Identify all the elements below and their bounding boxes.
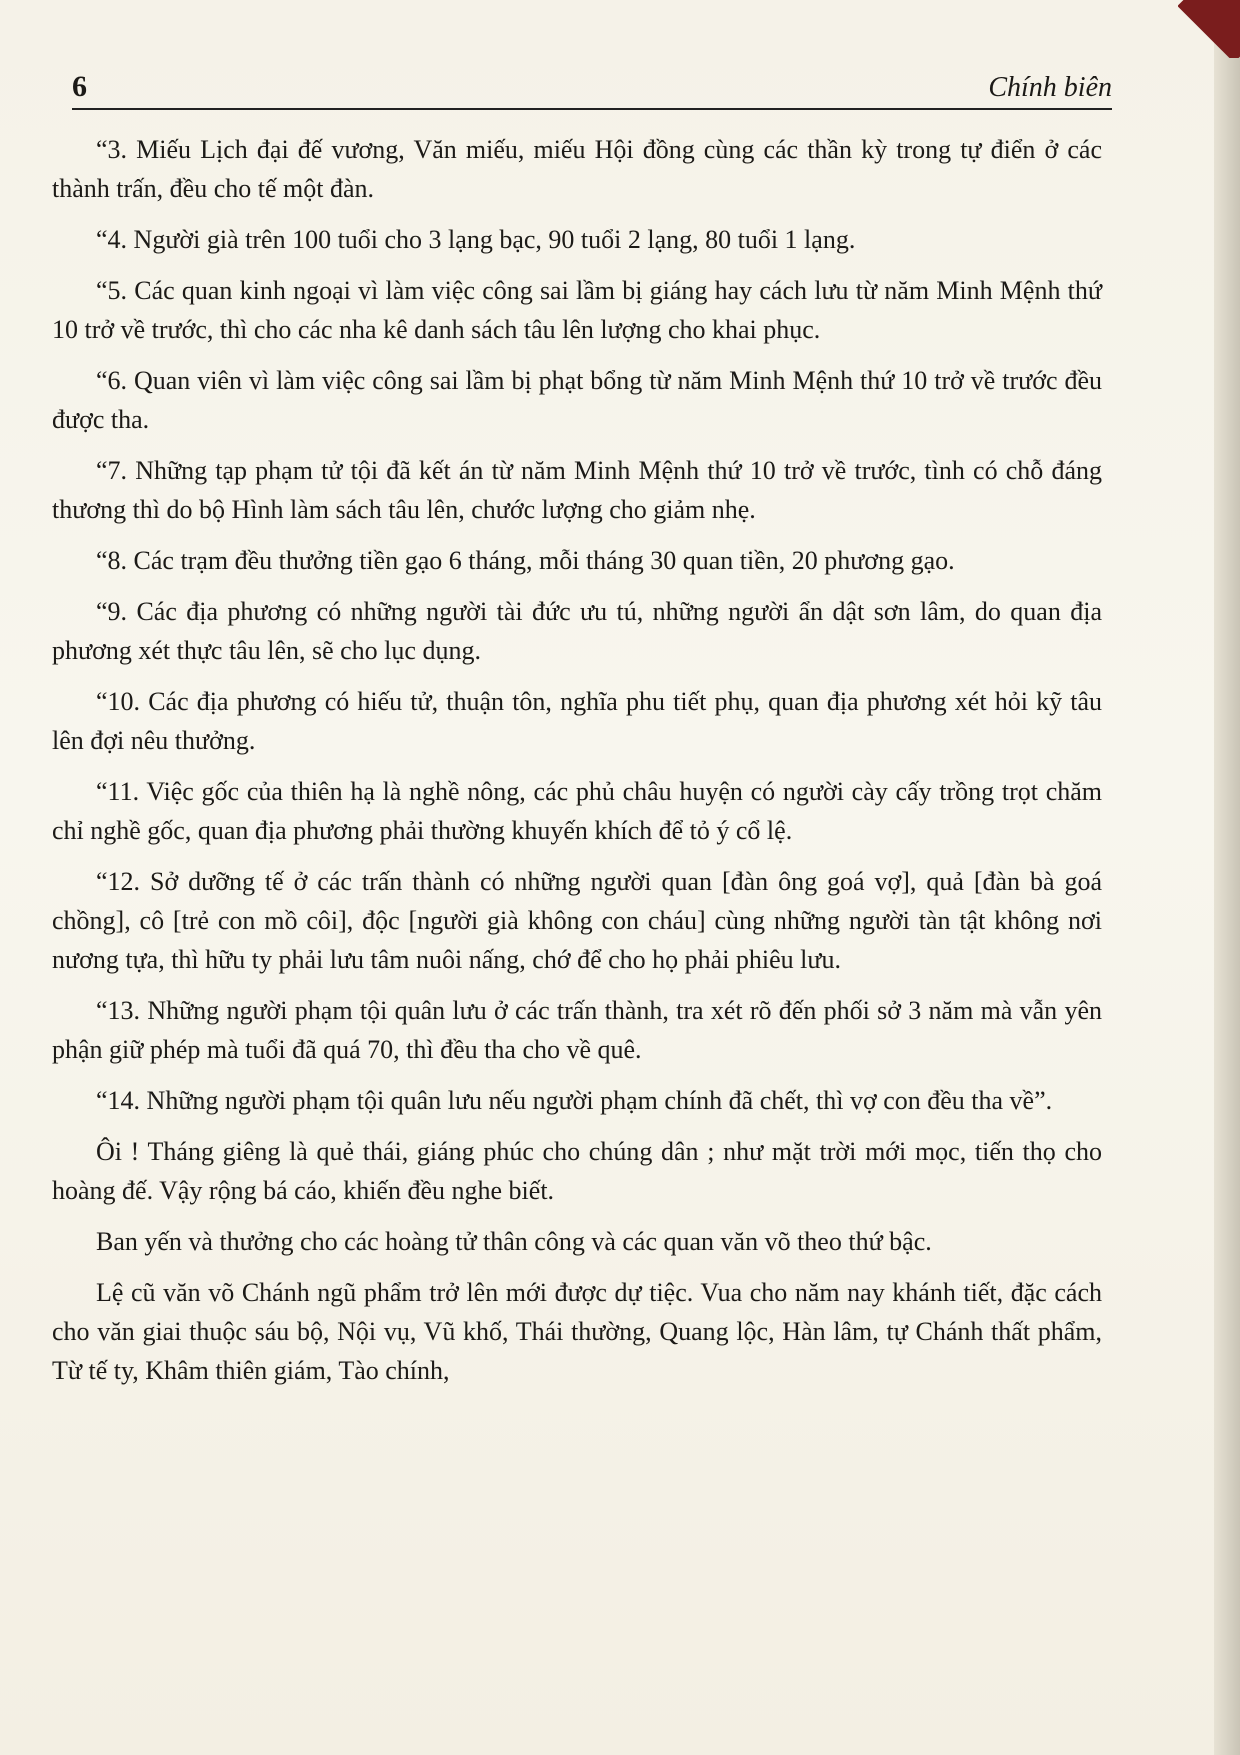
paragraph-11: “11. Việc gốc của thiên hạ là nghề nông, các phủ châu huyện có người cày cấy trồng trọt chăm chỉ nghề gốc, quan địa phương phải thường khuyến khích để tỏ ý cổ lệ. — [52, 777, 1102, 845]
page-number: 6 — [72, 70, 87, 103]
paragraph-4: “4. Người già trên 100 tuổi cho 3 lạng bạc, 90 tuổi 2 lạng, 80 tuổi 1 lạng. — [96, 225, 856, 254]
stamp-mark — [1178, 0, 1240, 58]
paragraph-10: “10. Các địa phương có hiếu tử, thuận tôn, nghĩa phu tiết phụ, quan địa phương xét hỏi kỹ tâu lên đợi nêu thưởng. — [52, 687, 1102, 755]
header-rule — [72, 108, 1112, 110]
paragraph-old-rule: Lệ cũ văn võ Chánh ngũ phẩm trở lên mới được dự tiệc. Vua cho năm nay khánh tiết, đặc cách cho văn giai thuộc sáu bộ, Nội vụ, Vũ khố, Thái thường, Quang lộc, Hàn lâm, tự Chánh thất phẩm, Từ tế ty, Khâm thiên giám, Tào chính, — [52, 1278, 1102, 1385]
running-head — [72, 70, 1112, 110]
paragraph-14: “14. Những người phạm tội quân lưu nếu người phạm chính đã chết, thì vợ con đều tha về”. — [96, 1086, 1053, 1115]
running-title: Chính biên — [988, 72, 1112, 103]
page-edge — [1214, 0, 1240, 1755]
paragraph-3: “3. Miếu Lịch đại đế vương, Văn miếu, miếu Hội đồng cùng các thần kỳ trong tự điển ở các thành trấn, đều cho tế một đàn. — [52, 135, 1102, 203]
paragraph-7: “7. Những tạp phạm tử tội đã kết án từ năm Minh Mệnh thứ 10 trở về trước, tình có chỗ đáng thương thì do bộ Hình làm sách tâu lên, chước lượng cho giảm nhẹ. — [52, 456, 1102, 524]
library-stamp — [1178, 0, 1240, 58]
body-text — [52, 130, 1102, 1402]
paragraph-13: “13. Những người phạm tội quân lưu ở các trấn thành, tra xét rõ đến phối sở 3 năm mà vẫn yên phận giữ phép mà tuổi đã quá 70, thì đều tha cho về quê. — [52, 996, 1102, 1064]
paragraph-5: “5. Các quan kinh ngoại vì làm việc công sai lầm bị giáng hay cách lưu từ năm Minh Mệnh thứ 10 trở về trước, thì cho các nha kê danh sách tâu lên lượng cho khai phục. — [52, 276, 1102, 344]
paragraph-proclamation: Ôi ! Tháng giêng là quẻ thái, giáng phúc cho chúng dân ; như mặt trời mới mọc, tiến thọ cho hoàng đế. Vậy rộng bá cáo, khiến đều nghe biết. — [52, 1137, 1102, 1205]
paragraph-banquet: Ban yến và thưởng cho các hoàng tử thân công và các quan văn võ theo thứ bậc. — [96, 1227, 932, 1256]
paragraph-8: “8. Các trạm đều thưởng tiền gạo 6 tháng, mỗi tháng 30 quan tiền, 20 phương gạo. — [96, 546, 955, 575]
paragraph-6: “6. Quan viên vì làm việc công sai lầm bị phạt bổng từ năm Minh Mệnh thứ 10 trở về trước đều được tha. — [52, 366, 1102, 434]
paragraph-9: “9. Các địa phương có những người tài đức ưu tú, những người ẩn dật sơn lâm, do quan địa phương xét thực tâu lên, sẽ cho lục dụng. — [52, 597, 1102, 665]
paragraph-12: “12. Sở dưỡng tế ở các trấn thành có những người quan [đàn ông goá vợ], quả [đàn bà goá chồng], cô [trẻ con mồ côi], độc [người già không con cháu] cùng những người tàn tật không nơi nương tựa, thì hữu ty phải lưu tâm nuôi nấng, chớ để cho họ phải phiêu lưu. — [52, 867, 1102, 974]
